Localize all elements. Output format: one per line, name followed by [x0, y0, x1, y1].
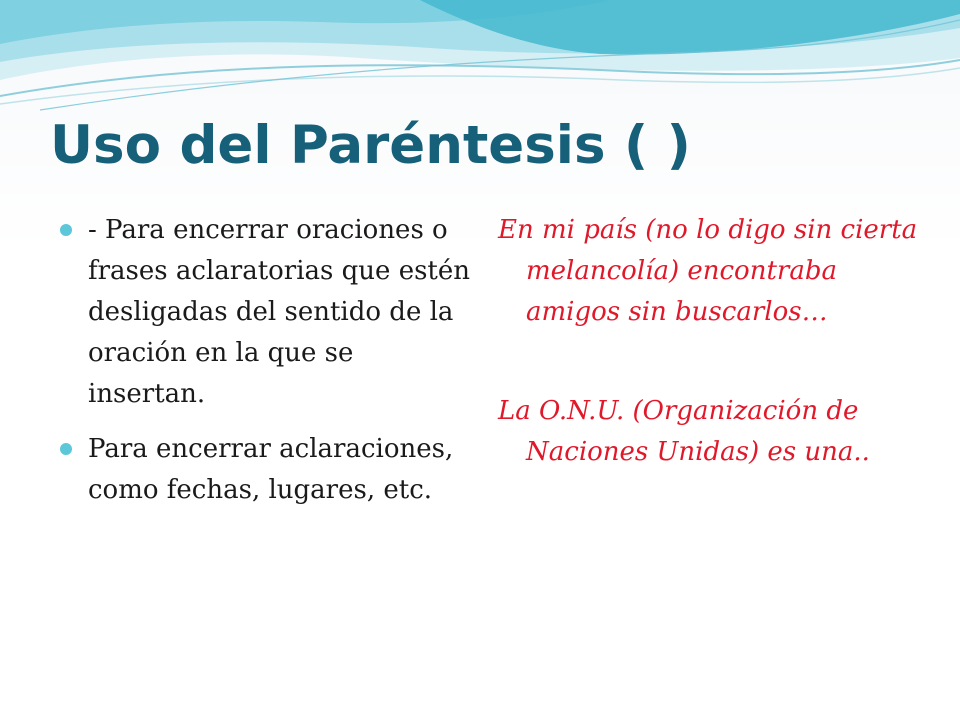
examples-column — [498, 210, 918, 473]
round-bullet-icon — [60, 443, 72, 455]
bullet-text: Para encerrar aclaraciones, como fechas, lugares, etc. — [88, 434, 454, 505]
example-text: En mi país (no lo digo sin cierta melancolía) encontraba amigos sin buscarlos… — [498, 215, 918, 327]
round-bullet-icon — [60, 224, 72, 236]
example-text: La O.N.U. (Organización de Naciones Unidas) es una.. — [498, 396, 870, 467]
bullet-text: - Para encerrar oraciones o frases aclaratorias que estén desligadas del sentido de la oración en la que se insertan. — [88, 215, 471, 409]
bullet-item — [60, 210, 470, 415]
slide-title: Uso del Paréntesis ( ) — [50, 115, 691, 176]
bullet-item — [60, 429, 470, 511]
wave-decoration — [0, 0, 960, 120]
bullet-list — [60, 210, 470, 525]
